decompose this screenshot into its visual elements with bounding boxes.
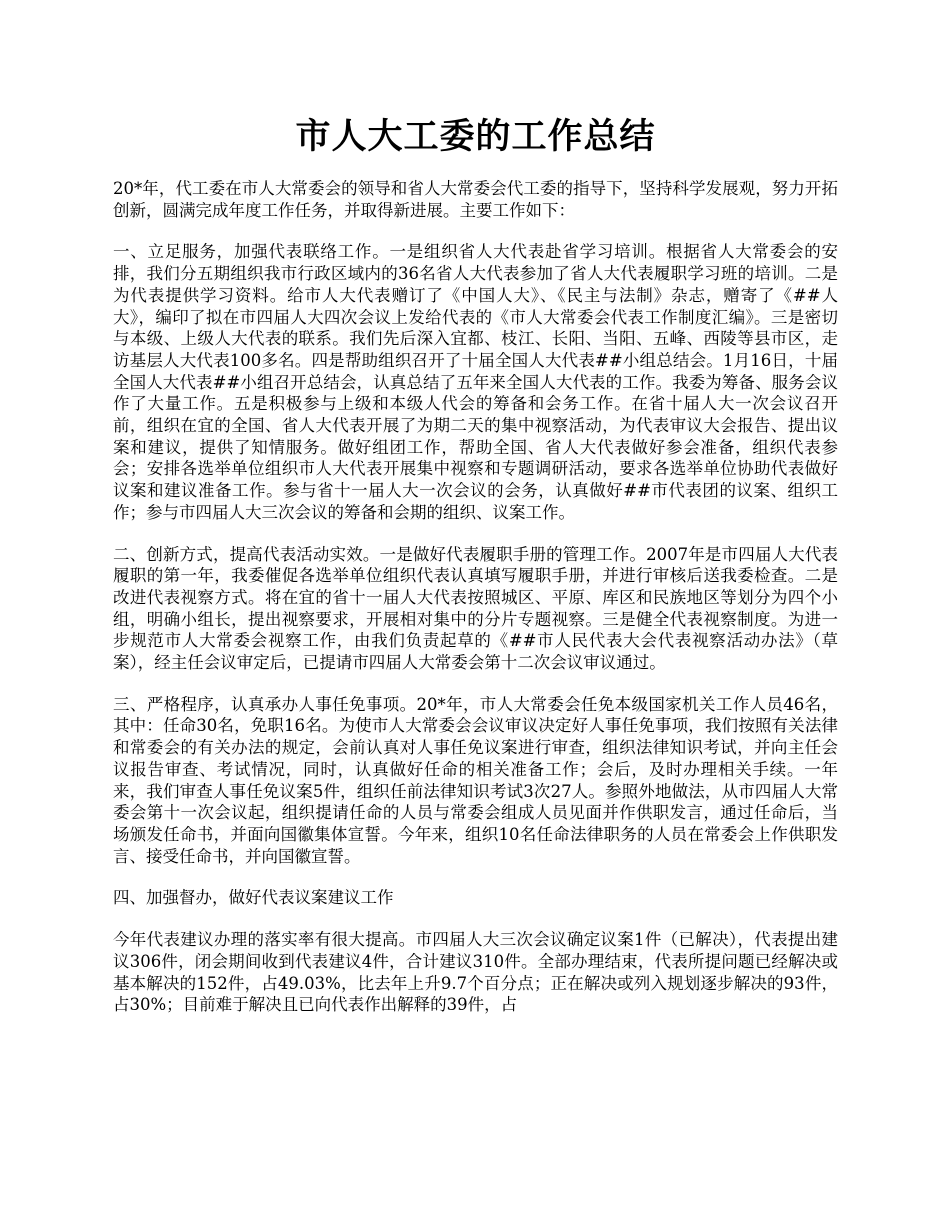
- section-2-paragraph: 二、创新方式，提高代表活动实效。一是做好代表履职手册的管理工作。2007年是市四届人大代表履职的第一年，我委催促各选举单位组织代表认真填写履职手册，并进行审核后送我委检查。二是改进代表视察方式。将在宜的省十一届人大代表按照城区、平原、库区和民族地区等划分为四个小组，明确小组长，提出视察要求，开展相对集中的分片专题视察。三是健全代表视察制度。为进一步规范市人大常委会视察工作，由我们负责起草的《##市人民代表大会代表视察活动办法》（草案），经主任会议审定后，已提请市四届人大常委会第十二次会议审议通过。: [113, 544, 838, 673]
- document-page: [113, 112, 838, 1036]
- section-4-paragraph: 今年代表建议办理的落实率有很大提高。市四届人大三次会议确定议案1件（已解决），代表提出建议306件，闭会期间收到代表建议4件，合计建议310件。全部办理结束，代表所提问题已经解决或基本解决的152件，占49.03%，比去年上升9.7个百分点；正在解决或列入规划逐步解决的93件，占30%；目前难于解决且已向代表作出解释的39件，占: [113, 930, 838, 1015]
- page-title: 市人大工委的工作总结: [295, 116, 656, 157]
- section-3-paragraph: 三、严格程序，认真承办人事任免事项。20*年，市人大常委会任免本级国家机关工作人员46名，其中：任命30名，免职16名。为使市人大常委会会议审议决定好人事任免事项，我们按照有关法律和常委会的有关办法的规定，会前认真对人事任免议案进行审查，组织法律知识考试，并向主任会议报告审查、考试情况，同时，认真做好任命的相关准备工作；会后，及时办理相关手续。一年来，我们审查人事任免议案5件，组织任前法律知识考试3次27人。参照外地做法，从市四届人大常委会第十一次会议起，组织提请任命的人员与常委会组成人员见面并作供职发言，通过任命后，当场颁发任命书，并面向国徽集体宣誓。今年来，组织10名任命法律职务的人员在常委会上作供职发言、接受任命书，并向国徽宣誓。: [113, 694, 838, 866]
- section-1-paragraph: 一、立足服务，加强代表联络工作。一是组织省人大代表赴省学习培训。根据省人大常委会的安排，我们分五期组织我市行政区域内的36名省人大代表参加了省人大代表履职学习班的培训。二是为代表提供学习资料。给市人大代表赠订了《中国人大》、《民主与法制》杂志，赠寄了《##人大》，编印了拟在市四届人大四次会议上发给代表的《市人大常委会代表工作制度汇编》。三是密切与本级、上级人大代表的联系。我们先后深入宜都、枝江、长阳、当阳、五峰、西陵等县市区，走访基层人大代表100多名。四是帮助组织召开了十届全国人大代表##小组总结会。1月16日，十届全国人大代表##小组召开总结会，认真总结了五年来全国人大代表的工作。我委为筹备、服务会议作了大量工作。五是积极参与上级和本级人代会的筹备和会务工作。在省十届人大一次会议召开前，组织在宜的全国、省人大代表开展了为期二天的集中视察活动，为代表审议大会报告、提出议案和建议，提供了知情服务。做好组团工作，帮助全国、省人大代表做好参会准备，组织代表参会；安排各选举单位组织市人大代表开展集中视察和专题调研活动，要求各选举单位协助代表做好议案和建议准备工作。参与省十一届人大一次会议的会务，认真做好##市代表团的议案、组织工作；参与市四届人大三次会议的筹备和会期的组织、议案工作。: [113, 242, 838, 522]
- section-4-heading: 四、加强督办，做好代表议案建议工作: [113, 888, 394, 908]
- intro-paragraph: 20*年，代工委在市人大常委会的领导和省人大常委会代工委的指导下，坚持科学发展观，努力开拓创新，圆满完成年度工作任务，并取得新进展。主要工作如下：: [113, 179, 838, 220]
